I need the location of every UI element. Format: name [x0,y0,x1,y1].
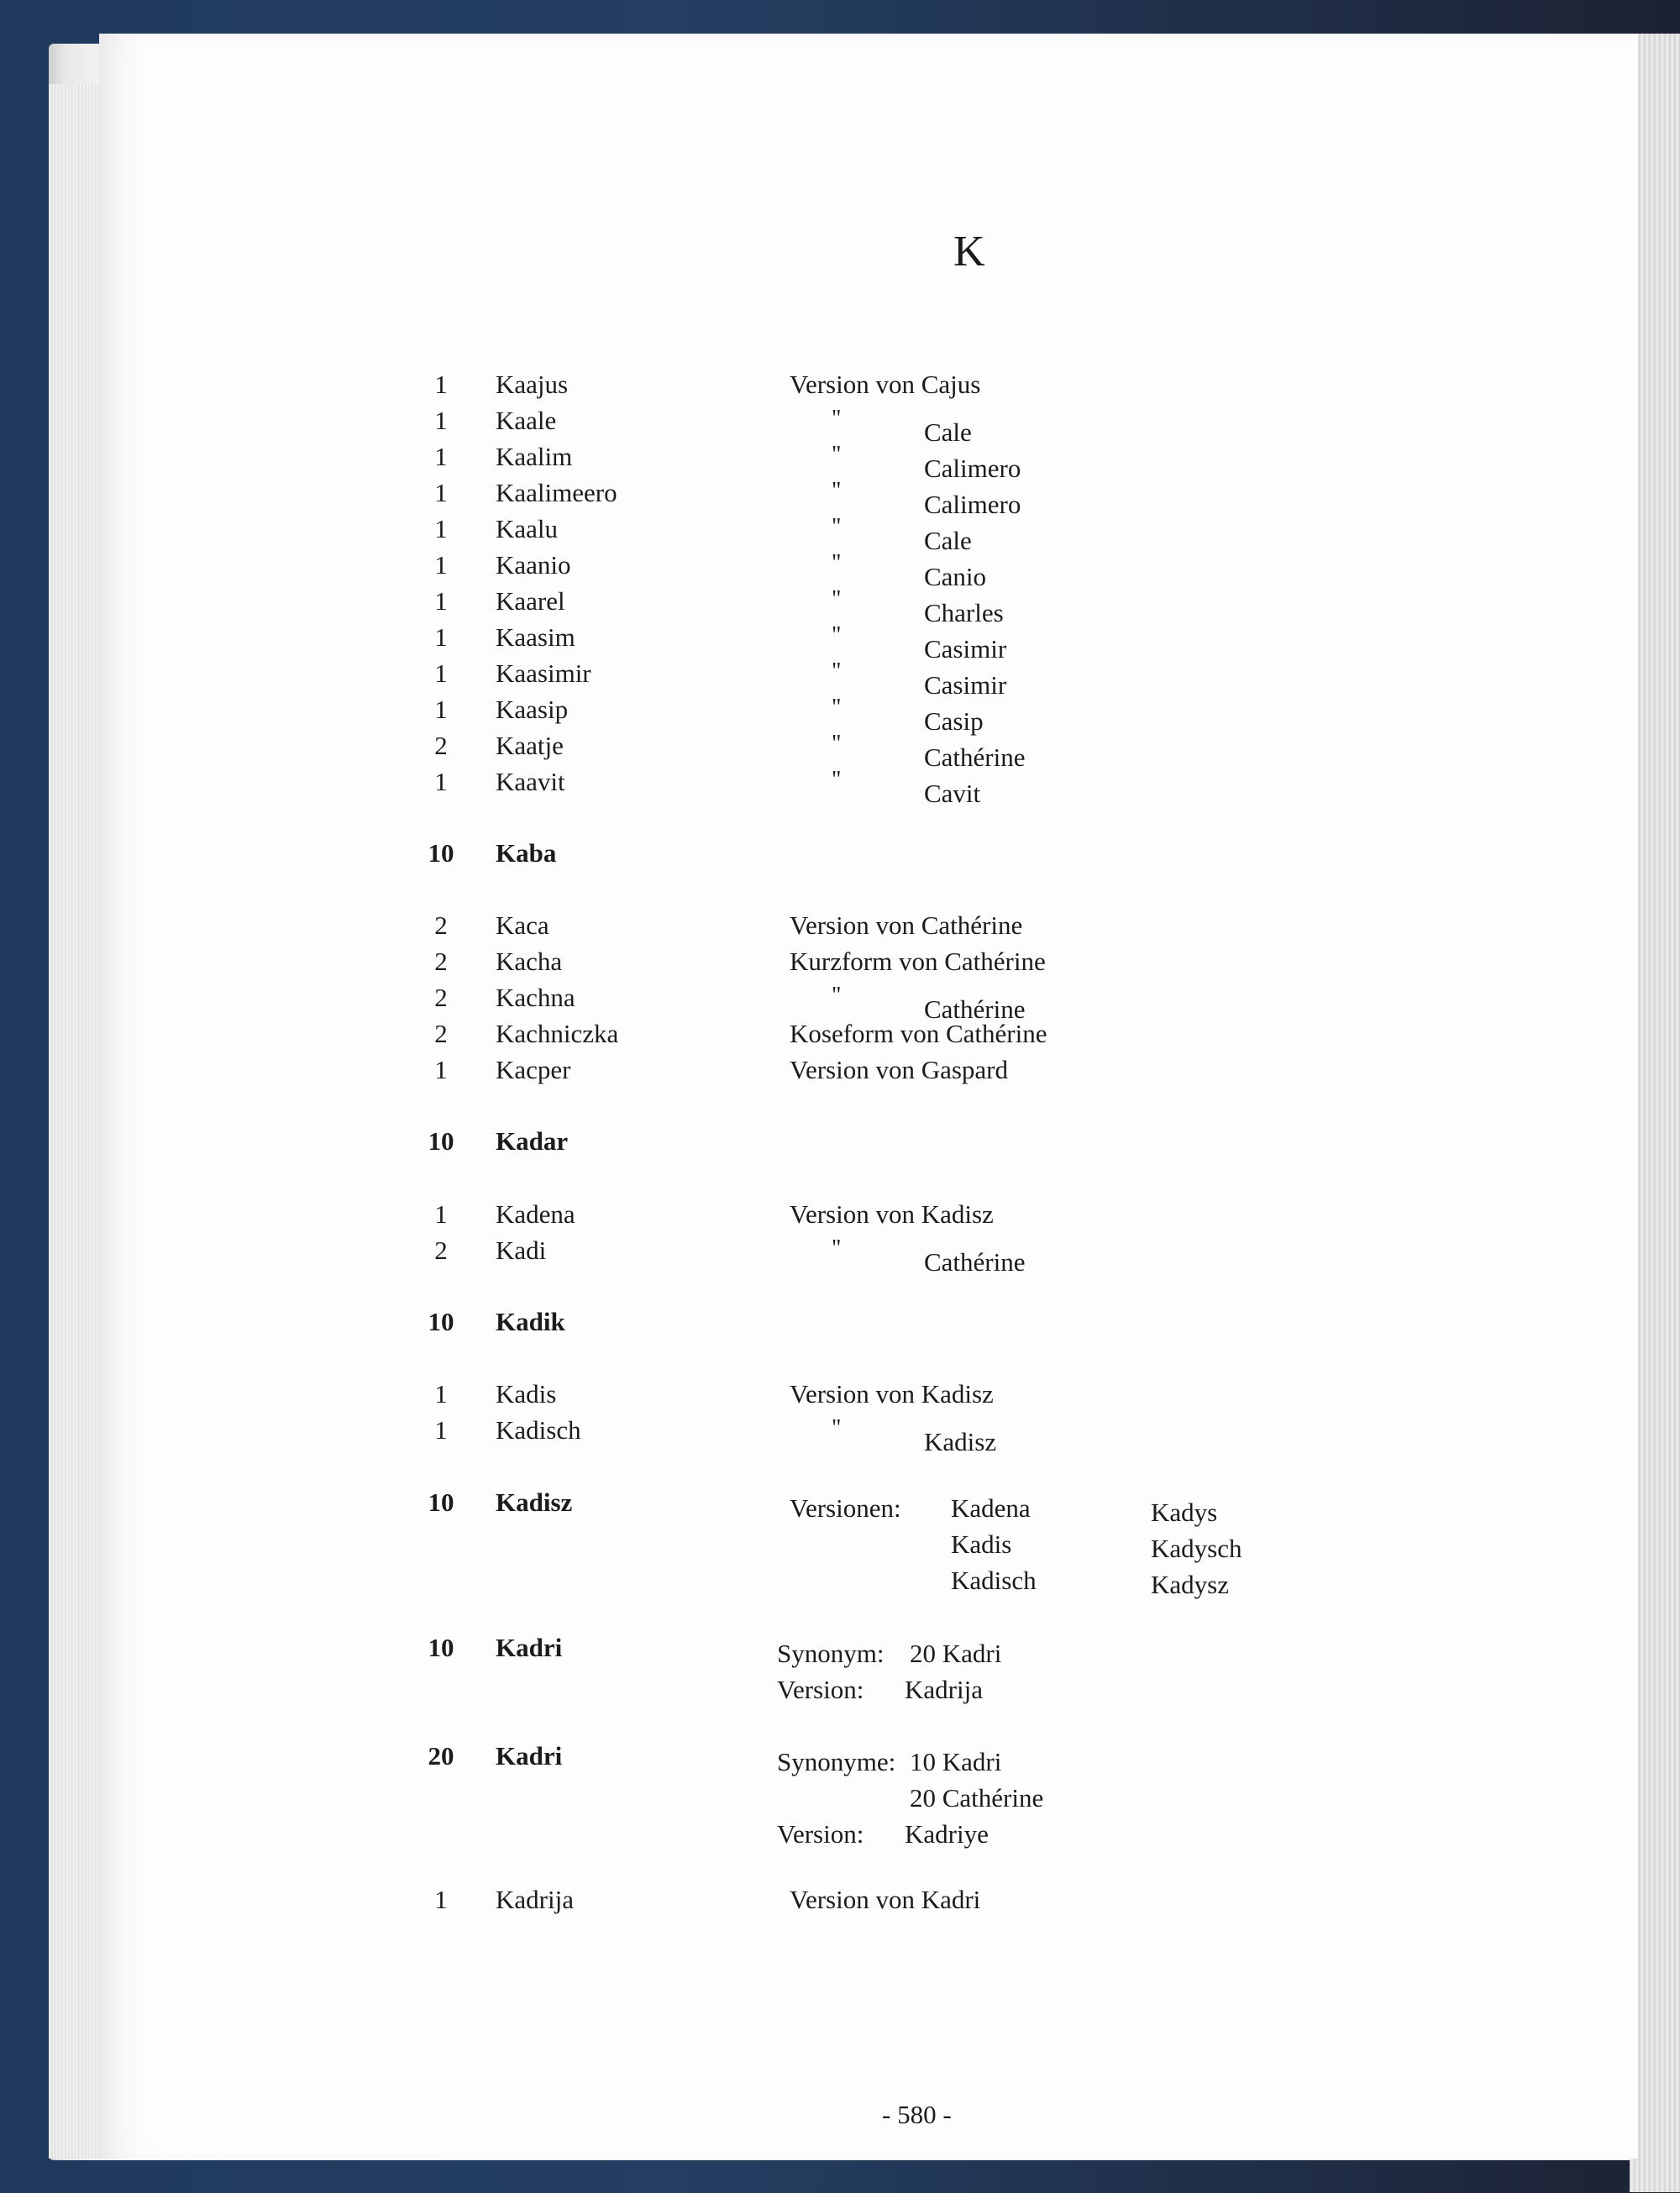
entry-reference: Casip [924,706,984,736]
entry-frequency: 1 [434,622,448,652]
entry-name: Kadri [496,1633,563,1662]
entry-reference: Casimir [924,670,1007,700]
version-item: Kadriye [905,1819,989,1849]
list-item [0,1307,1680,1343]
entry-frequency: 1 [434,442,448,471]
list-item [0,910,1680,947]
list-item [0,947,1680,983]
entry-name: Kadisz [496,1487,573,1517]
ditto-mark: " [832,1236,842,1262]
entry-reference: Calimero [924,490,1021,519]
list-item [0,1885,1680,1921]
entry-name: Kacper [496,1055,571,1084]
list-item [0,442,1680,483]
ditto-mark: " [832,550,842,576]
entry-name: Kadis [496,1379,557,1409]
entry-name: Kaalim [496,442,573,471]
heading-letter: K [953,228,987,275]
entry-reference: Casimir [924,634,1007,664]
entry-name: Kachniczka [496,1019,619,1048]
list-item [0,370,1680,406]
entry-reference: Cavit [924,779,981,808]
entry-frequency: 10 [428,1307,454,1336]
entry-name: Kadar [496,1126,569,1156]
synonym-item: 10 Kadri [910,1747,1002,1776]
list-item [0,478,1680,519]
list-item [0,586,1680,627]
ditto-mark: " [832,731,842,757]
entry-name: Kadik [496,1307,565,1336]
list-item [0,1019,1680,1055]
list-item [0,406,1680,447]
synonym-item: 20 Cathérine [910,1783,1044,1813]
version-label: Version: [777,1675,864,1704]
entry-name: Kaale [496,406,557,435]
entry-name: Kaba [496,838,557,868]
ditto-mark: " [832,406,842,432]
synonym-item: 20 Kadri [910,1639,1002,1668]
version-item: Kadis [951,1529,1012,1559]
version-item: Kadys [1151,1498,1218,1527]
version-item: Kadena [951,1493,1031,1523]
entry-name: Kaasim [496,622,575,652]
entry-description: Kurzform von Cathérine [790,947,1046,976]
entry-name: Kaasimir [496,658,591,688]
version-label: Version: [777,1819,864,1849]
list-item [0,731,1680,772]
entry-frequency: 1 [434,695,448,724]
ditto-mark: " [832,622,842,648]
entry-description: Version von Kadri [790,1885,981,1914]
entry-description: Version von Cathérine [790,910,1023,940]
entry-name: Kaca [496,910,549,940]
entry-description: Version von Gaspard [790,1055,1009,1084]
ditto-mark: " [832,767,842,793]
entry-reference: Cathérine [924,742,1026,772]
entry-reference: Calimero [924,454,1021,483]
entry-frequency: 20 [428,1741,454,1771]
ditto-mark: " [832,442,842,468]
entry-frequency: 2 [434,947,448,976]
entry-frequency: 1 [434,478,448,507]
entry-frequency: 1 [434,767,448,796]
list-item [0,1126,1680,1162]
versions-label: Versionen: [790,1493,901,1523]
entry-frequency: 1 [434,550,448,580]
ditto-mark: " [832,586,842,612]
entry-frequency: 10 [428,1633,454,1662]
entry-name: Kaasip [496,695,569,724]
ditto-mark: " [832,1415,842,1441]
entry-frequency: 1 [434,1199,448,1229]
entry-frequency: 2 [434,731,448,760]
entry-description: Version von Kadisz [790,1199,994,1229]
ditto-mark: " [832,983,842,1009]
entry-frequency: 1 [434,1055,448,1084]
list-item [0,514,1680,555]
entry-frequency: 1 [434,406,448,435]
page [99,34,1638,2159]
entry-frequency: 2 [434,910,448,940]
list-item [0,1055,1680,1091]
entry-reference: Kadisz [924,1427,997,1456]
list-item [0,767,1680,808]
entry-name: Kaajus [496,370,569,399]
page-number: - 580 - [882,2100,952,2129]
entry-name: Kadri [496,1741,563,1771]
synonym-label: Synonym: [777,1639,885,1668]
entry-frequency: 1 [434,1415,448,1445]
entry-reference: Cathérine [924,994,1026,1024]
entry-frequency: 1 [434,586,448,616]
list-item [0,695,1680,736]
entry-reference: Canio [924,562,987,591]
list-item [0,838,1680,874]
list-item [0,983,1680,1024]
ditto-mark: " [832,695,842,721]
entry-name: Kadisch [496,1415,581,1445]
entry-name: Kadrija [496,1885,574,1914]
entry-frequency: 2 [434,1019,448,1048]
list-item [0,1379,1680,1415]
entry-name: Kaatje [496,731,564,760]
version-item: Kadysz [1151,1570,1229,1599]
entry-frequency: 10 [428,1126,454,1156]
entry-description: Koseform von Cathérine [790,1019,1047,1048]
entry-name: Kaanio [496,550,571,580]
version-item: Kadisch [951,1566,1037,1595]
entry-name: Kacha [496,947,563,976]
entry-name: Kadi [496,1236,547,1265]
entry-frequency: 1 [434,1379,448,1409]
entry-description: Version von Cajus [790,370,981,399]
entry-description: Version von Kadisz [790,1379,994,1409]
ditto-mark: " [832,478,842,504]
ditto-mark: " [832,514,842,540]
entry-name: Kadena [496,1199,575,1229]
entry-frequency: 10 [428,1487,454,1517]
entry-frequency: 2 [434,1236,448,1265]
version-item: Kadrija [905,1675,983,1704]
list-item [0,658,1680,700]
entry-reference: Cale [924,526,972,555]
entry-frequency: 1 [434,658,448,688]
ditto-mark: " [832,658,842,685]
list-item [0,550,1680,591]
entry-frequency: 10 [428,838,454,868]
entry-name: Kaarel [496,586,565,616]
list-item [0,622,1680,664]
entry-reference: Cathérine [924,1247,1026,1277]
synonym-label: Synonyme: [777,1747,896,1776]
entry-frequency: 2 [434,983,448,1012]
entry-name: Kaalu [496,514,559,543]
entry-reference: Charles [924,598,1004,627]
entry-frequency: 1 [434,370,448,399]
entry-name: Kaavit [496,767,565,796]
list-item [0,1236,1680,1277]
list-item [0,1199,1680,1236]
version-item: Kadysch [1151,1534,1242,1563]
list-item [0,1415,1680,1456]
entry-name: Kachna [496,983,575,1012]
entry-reference: Cale [924,417,972,447]
entry-name: Kaalimeero [496,478,617,507]
entry-frequency: 1 [434,1885,448,1914]
entry-frequency: 1 [434,514,448,543]
